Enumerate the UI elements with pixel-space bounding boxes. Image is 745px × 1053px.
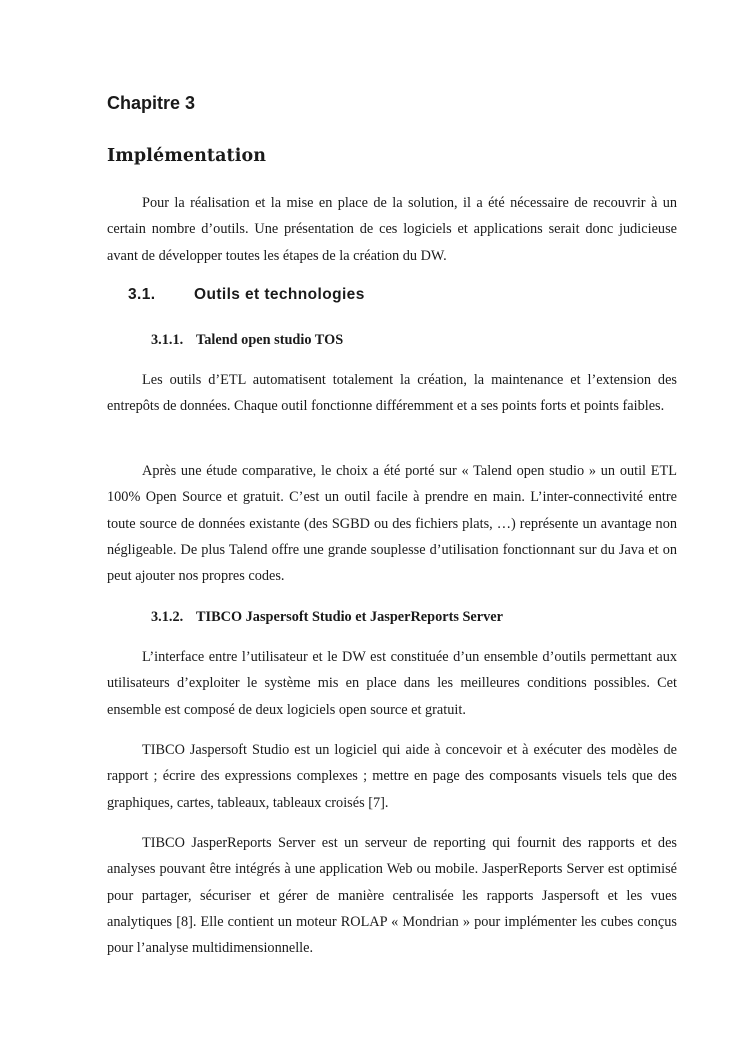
paragraph: Après une étude comparative, le choix a été porté sur « Talend open studio » un outil ETL 100% Open Source et gratuit. C’est un outil facile à prendre en main. L’inter-connectivité entre toute source de données existante (des SGBD ou des fichiers plats, …) représente un avantage non négligeable. De plus Talend offre une grande souplesse d’utilisation fonctionnant sur du Java et on peut ajouter nos propres codes. [107, 463, 677, 585]
subsection-heading-tibco [151, 606, 503, 628]
paragraph: TIBCO JasperReports Server est un serveur de reporting qui fournit des rapports et des analyses pouvant être intégrés à une application Web ou mobile. JasperReports Server est optimisé pour partager, sécuriser et gérer de manière centralisée les rapports Jaspersoft et les vues analytiques [8]. Elle contient un moteur ROLAP « Mondrian » pour implémenter les cubes conçus pour l’analyse multidimensionnelle. [107, 835, 677, 957]
paragraph: Les outils d’ETL automatisent totalement la création, la maintenance et l’extension des entrepôts de données. Chaque outil fonctionne différemment et a ses points forts et points faibles. [107, 372, 677, 415]
subsection-title: Talend open studio TOS [196, 332, 344, 348]
section-heading [128, 284, 365, 306]
subsection-number: 3.1.2. [151, 609, 184, 625]
section-title: Outils et technologies [194, 286, 365, 303]
chapter-label: Chapitre 3 [107, 93, 196, 113]
section-number: 3.1. [128, 286, 156, 303]
chapter-title: Implémentation [107, 146, 267, 166]
subsection-number: 3.1.1. [151, 332, 184, 348]
subsection-heading-talend [151, 329, 343, 351]
paragraph: TIBCO Jaspersoft Studio est un logiciel qui aide à concevoir et à exécuter des modèles de rapport ; écrire des expressions complexes ; mettre en page des composants visuels tels que des graphiques, cartes, tableaux, tableaux croisés [7]. [107, 742, 677, 811]
intro-paragraph: Pour la réalisation et la mise en place de la solution, il a été nécessaire de recouvrir à un certain nombre d’outils. Une présentation de ces logiciels et applications serait donc judicieuse avant de développer toutes les étapes de la création du DW. [107, 195, 677, 264]
paragraph: L’interface entre l’utilisateur et le DW est constituée d’un ensemble d’outils permettant aux utilisateurs d’exploiter le système mis en place dans les meilleures conditions possibles. Cet ensemble est composé de deux logiciels open source et gratuit. [107, 649, 677, 718]
subsection-title: TIBCO Jaspersoft Studio et JasperReports Server [196, 609, 503, 625]
